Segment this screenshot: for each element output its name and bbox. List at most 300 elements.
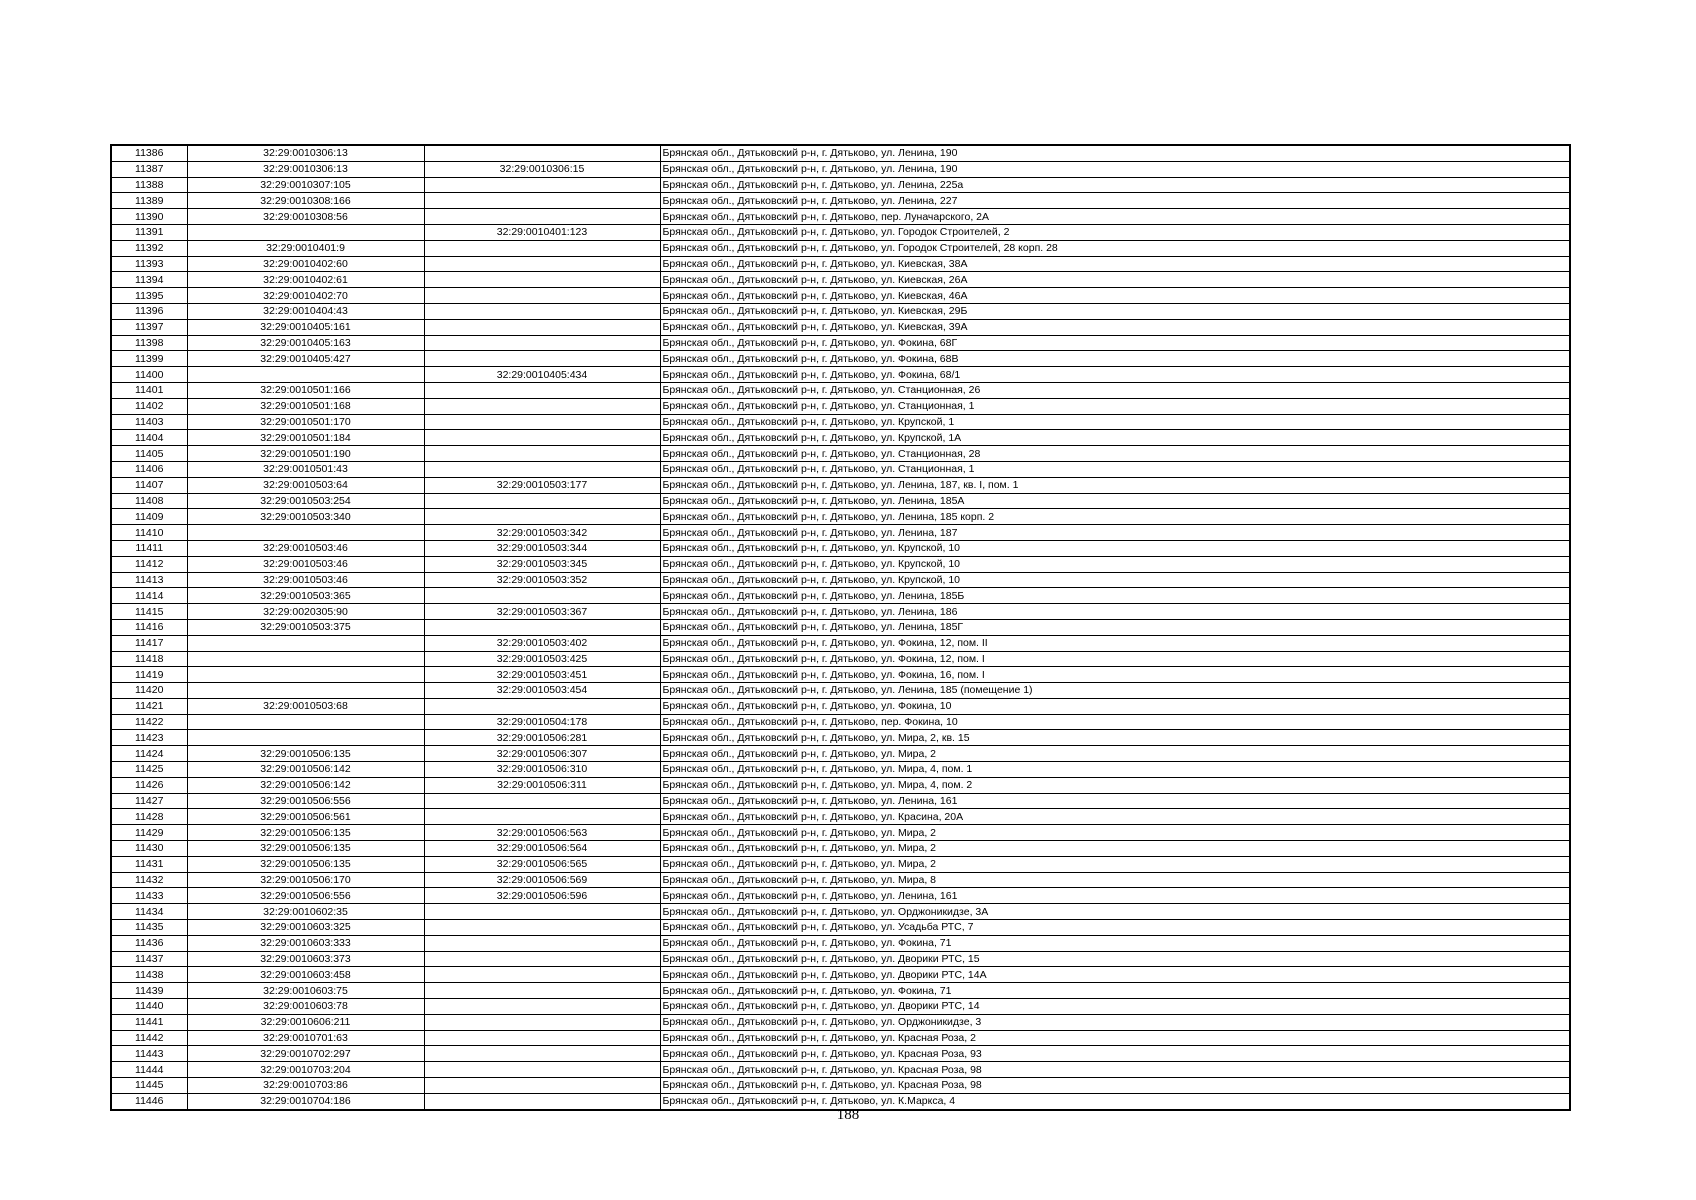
building-cadastral-number-cell: [424, 509, 660, 525]
building-cadastral-number-cell: 32:29:0010503:345: [424, 556, 660, 572]
registry-table-body: [111, 145, 1570, 1110]
table-row: [111, 651, 1570, 667]
land-cadastral-number-cell: 32:29:0010402:70: [187, 288, 424, 304]
table-row: [111, 746, 1570, 762]
record-number-cell: 11431: [111, 856, 187, 872]
building-cadastral-number-cell: [424, 920, 660, 936]
address-cell: Брянская обл., Дятьковский р-н, г. Дятьково, ул. Мира, 4, пом. 2: [660, 777, 1570, 793]
address-cell: Брянская обл., Дятьковский р-н, г. Дятьково, ул. Фокина, 16, пом. I: [660, 667, 1570, 683]
record-number-cell: 11395: [111, 288, 187, 304]
address-cell: Брянская обл., Дятьковский р-н, г. Дятьково, ул. Станционная, 26: [660, 382, 1570, 398]
land-cadastral-number-cell: 32:29:0010404:43: [187, 303, 424, 319]
building-cadastral-number-cell: [424, 256, 660, 272]
address-cell: Брянская обл., Дятьковский р-н, г. Дятьково, ул. Мира, 2: [660, 856, 1570, 872]
building-cadastral-number-cell: [424, 303, 660, 319]
table-row: [111, 477, 1570, 493]
table-row: [111, 683, 1570, 699]
record-number-cell: 11398: [111, 335, 187, 351]
address-cell: Брянская обл., Дятьковский р-н, г. Дятьково, ул. Ленина, 161: [660, 793, 1570, 809]
record-number-cell: 11428: [111, 809, 187, 825]
record-number-cell: 11399: [111, 351, 187, 367]
record-number-cell: 11390: [111, 209, 187, 225]
land-cadastral-number-cell: 32:29:0010506:135: [187, 841, 424, 857]
building-cadastral-number-cell: 32:29:0010506:307: [424, 746, 660, 762]
record-number-cell: 11401: [111, 382, 187, 398]
address-cell: Брянская обл., Дятьковский р-н, г. Дятьково, ул. Крупской, 10: [660, 556, 1570, 572]
building-cadastral-number-cell: [424, 446, 660, 462]
building-cadastral-number-cell: 32:29:0010503:451: [424, 667, 660, 683]
record-number-cell: 11416: [111, 619, 187, 635]
table-row: [111, 398, 1570, 414]
table-row: [111, 572, 1570, 588]
land-cadastral-number-cell: [187, 667, 424, 683]
record-number-cell: 11387: [111, 161, 187, 177]
address-cell: Брянская обл., Дятьковский р-н, г. Дятьково, ул. Ленина, 190: [660, 145, 1570, 161]
table-row: [111, 635, 1570, 651]
table-row: [111, 1062, 1570, 1078]
land-cadastral-number-cell: 32:29:0010503:68: [187, 698, 424, 714]
record-number-cell: 11433: [111, 888, 187, 904]
record-number-cell: 11437: [111, 951, 187, 967]
land-cadastral-number-cell: 32:29:0010503:46: [187, 540, 424, 556]
table-row: [111, 935, 1570, 951]
land-cadastral-number-cell: 32:29:0010704:186: [187, 1093, 424, 1109]
table-row: [111, 872, 1570, 888]
table-row: [111, 777, 1570, 793]
table-row: [111, 667, 1570, 683]
address-cell: Брянская обл., Дятьковский р-н, г. Дятьково, ул. Мира, 2: [660, 746, 1570, 762]
table-row: [111, 1046, 1570, 1062]
address-cell: Брянская обл., Дятьковский р-н, г. Дятьково, ул. Красная Роза, 98: [660, 1078, 1570, 1094]
land-cadastral-number-cell: 32:29:0010402:61: [187, 272, 424, 288]
registry-table: [110, 144, 1571, 1111]
table-row: [111, 904, 1570, 920]
land-cadastral-number-cell: [187, 714, 424, 730]
building-cadastral-number-cell: [424, 1014, 660, 1030]
land-cadastral-number-cell: 32:29:0010506:135: [187, 856, 424, 872]
address-cell: Брянская обл., Дятьковский р-н, г. Дятьково, ул. Мира, 8: [660, 872, 1570, 888]
record-number-cell: 11407: [111, 477, 187, 493]
address-cell: Брянская обл., Дятьковский р-н, г. Дятьково, ул. Дворики РТС, 14А: [660, 967, 1570, 983]
building-cadastral-number-cell: [424, 1030, 660, 1046]
address-cell: Брянская обл., Дятьковский р-н, г. Дятьково, ул. Ленина, 185А: [660, 493, 1570, 509]
land-cadastral-number-cell: 32:29:0010703:204: [187, 1062, 424, 1078]
building-cadastral-number-cell: 32:29:0010506:281: [424, 730, 660, 746]
address-cell: Брянская обл., Дятьковский р-н, г. Дятьково, ул. Красина, 20А: [660, 809, 1570, 825]
building-cadastral-number-cell: [424, 983, 660, 999]
record-number-cell: 11408: [111, 493, 187, 509]
address-cell: Брянская обл., Дятьковский р-н, г. Дятьково, ул. Ленина, 186: [660, 604, 1570, 620]
address-cell: Брянская обл., Дятьковский р-н, г. Дятьково, ул. Ленина, 190: [660, 161, 1570, 177]
building-cadastral-number-cell: 32:29:0010503:402: [424, 635, 660, 651]
land-cadastral-number-cell: [187, 651, 424, 667]
address-cell: Брянская обл., Дятьковский р-н, г. Дятьково, ул. Киевская, 29Б: [660, 303, 1570, 319]
record-number-cell: 11424: [111, 746, 187, 762]
table-row: [111, 193, 1570, 209]
land-cadastral-number-cell: 32:29:0010503:254: [187, 493, 424, 509]
table-row: [111, 288, 1570, 304]
land-cadastral-number-cell: 32:29:0010503:46: [187, 572, 424, 588]
table-row: [111, 841, 1570, 857]
table-row: [111, 256, 1570, 272]
record-number-cell: 11403: [111, 414, 187, 430]
land-cadastral-number-cell: 32:29:0010506:170: [187, 872, 424, 888]
land-cadastral-number-cell: 32:29:0010405:161: [187, 319, 424, 335]
table-row: [111, 367, 1570, 383]
record-number-cell: 11406: [111, 461, 187, 477]
building-cadastral-number-cell: [424, 1078, 660, 1094]
table-row: [111, 793, 1570, 809]
land-cadastral-number-cell: 32:29:0010506:142: [187, 762, 424, 778]
building-cadastral-number-cell: 32:29:0010506:569: [424, 872, 660, 888]
record-number-cell: 11393: [111, 256, 187, 272]
land-cadastral-number-cell: [187, 224, 424, 240]
address-cell: Брянская обл., Дятьковский р-н, г. Дятьково, пер. Луначарского, 2А: [660, 209, 1570, 225]
table-row: [111, 319, 1570, 335]
land-cadastral-number-cell: 32:29:0010501:43: [187, 461, 424, 477]
land-cadastral-number-cell: 32:29:0010506:142: [187, 777, 424, 793]
building-cadastral-number-cell: 32:29:0010503:342: [424, 525, 660, 541]
building-cadastral-number-cell: [424, 288, 660, 304]
record-number-cell: 11432: [111, 872, 187, 888]
building-cadastral-number-cell: [424, 272, 660, 288]
land-cadastral-number-cell: 32:29:0010306:13: [187, 145, 424, 161]
building-cadastral-number-cell: 32:29:0010506:596: [424, 888, 660, 904]
address-cell: Брянская обл., Дятьковский р-н, г. Дятьково, ул. Усадьба РТС, 7: [660, 920, 1570, 936]
land-cadastral-number-cell: 32:29:0010501:166: [187, 382, 424, 398]
address-cell: Брянская обл., Дятьковский р-н, г. Дятьково, ул. Киевская, 38А: [660, 256, 1570, 272]
land-cadastral-number-cell: 32:29:0010503:340: [187, 509, 424, 525]
record-number-cell: 11413: [111, 572, 187, 588]
building-cadastral-number-cell: 32:29:0010503:352: [424, 572, 660, 588]
address-cell: Брянская обл., Дятьковский р-н, г. Дятьково, ул. Крупской, 10: [660, 540, 1570, 556]
record-number-cell: 11440: [111, 999, 187, 1015]
land-cadastral-number-cell: 32:29:0010306:13: [187, 161, 424, 177]
building-cadastral-number-cell: [424, 319, 660, 335]
building-cadastral-number-cell: 32:29:0010506:564: [424, 841, 660, 857]
land-cadastral-number-cell: 32:29:0010501:170: [187, 414, 424, 430]
building-cadastral-number-cell: 32:29:0010506:565: [424, 856, 660, 872]
record-number-cell: 11388: [111, 177, 187, 193]
land-cadastral-number-cell: 32:29:0010603:75: [187, 983, 424, 999]
page-number: 188: [836, 1107, 860, 1123]
address-cell: Брянская обл., Дятьковский р-н, г. Дятьково, ул. Станционная, 1: [660, 461, 1570, 477]
table-row: [111, 809, 1570, 825]
building-cadastral-number-cell: [424, 398, 660, 414]
building-cadastral-number-cell: [424, 619, 660, 635]
land-cadastral-number-cell: 32:29:0020305:90: [187, 604, 424, 620]
record-number-cell: 11438: [111, 967, 187, 983]
record-number-cell: 11443: [111, 1046, 187, 1062]
table-row: [111, 461, 1570, 477]
address-cell: Брянская обл., Дятьковский р-н, г. Дятьково, ул. Мира, 2, кв. 15: [660, 730, 1570, 746]
table-row: [111, 730, 1570, 746]
land-cadastral-number-cell: 32:29:0010506:135: [187, 746, 424, 762]
building-cadastral-number-cell: [424, 193, 660, 209]
address-cell: Брянская обл., Дятьковский р-н, г. Дятьково, ул. Дворики РТС, 14: [660, 999, 1570, 1015]
record-number-cell: 11442: [111, 1030, 187, 1046]
building-cadastral-number-cell: 32:29:0010506:311: [424, 777, 660, 793]
table-row: [111, 272, 1570, 288]
record-number-cell: 11444: [111, 1062, 187, 1078]
land-cadastral-number-cell: 32:29:0010308:56: [187, 209, 424, 225]
record-number-cell: 11414: [111, 588, 187, 604]
building-cadastral-number-cell: 32:29:0010503:454: [424, 683, 660, 699]
land-cadastral-number-cell: [187, 525, 424, 541]
table-row: [111, 240, 1570, 256]
address-cell: Брянская обл., Дятьковский р-н, г. Дятьково, ул. Фокина, 71: [660, 983, 1570, 999]
building-cadastral-number-cell: [424, 382, 660, 398]
building-cadastral-number-cell: 32:29:0010503:425: [424, 651, 660, 667]
building-cadastral-number-cell: [424, 904, 660, 920]
land-cadastral-number-cell: 32:29:0010501:190: [187, 446, 424, 462]
building-cadastral-number-cell: [424, 430, 660, 446]
address-cell: Брянская обл., Дятьковский р-н, г. Дятьково, ул. Мира, 2: [660, 841, 1570, 857]
address-cell: Брянская обл., Дятьковский р-н, г. Дятьково, ул. Фокина, 10: [660, 698, 1570, 714]
land-cadastral-number-cell: 32:29:0010701:63: [187, 1030, 424, 1046]
address-cell: Брянская обл., Дятьковский р-н, г. Дятьково, ул. Фокина, 68Г: [660, 335, 1570, 351]
table-row: [111, 856, 1570, 872]
record-number-cell: 11435: [111, 920, 187, 936]
address-cell: Брянская обл., Дятьковский р-н, г. Дятьково, ул. Орджоникидзе, 3: [660, 1014, 1570, 1030]
land-cadastral-number-cell: 32:29:0010603:325: [187, 920, 424, 936]
address-cell: Брянская обл., Дятьковский р-н, г. Дятьково, ул. Крупской, 1: [660, 414, 1570, 430]
address-cell: Брянская обл., Дятьковский р-н, г. Дятьково, ул. Фокина, 12, пом. I: [660, 651, 1570, 667]
table-row: [111, 967, 1570, 983]
land-cadastral-number-cell: 32:29:0010503:46: [187, 556, 424, 572]
building-cadastral-number-cell: [424, 145, 660, 161]
address-cell: Брянская обл., Дятьковский р-н, г. Дятьково, ул. Городок Строителей, 2: [660, 224, 1570, 240]
address-cell: Брянская обл., Дятьковский р-н, г. Дятьково, ул. Красная Роза, 98: [660, 1062, 1570, 1078]
land-cadastral-number-cell: [187, 730, 424, 746]
address-cell: Брянская обл., Дятьковский р-н, г. Дятьково, ул. Фокина, 12, пом. II: [660, 635, 1570, 651]
record-number-cell: 11405: [111, 446, 187, 462]
address-cell: Брянская обл., Дятьковский р-н, г. Дятьково, ул. Ленина, 185 корп. 2: [660, 509, 1570, 525]
record-number-cell: 11430: [111, 841, 187, 857]
building-cadastral-number-cell: [424, 1046, 660, 1062]
record-number-cell: 11420: [111, 683, 187, 699]
building-cadastral-number-cell: [424, 951, 660, 967]
building-cadastral-number-cell: 32:29:0010503:177: [424, 477, 660, 493]
address-cell: Брянская обл., Дятьковский р-н, г. Дятьково, ул. Станционная, 1: [660, 398, 1570, 414]
land-cadastral-number-cell: 32:29:0010405:427: [187, 351, 424, 367]
address-cell: Брянская обл., Дятьковский р-н, г. Дятьково, пер. Фокина, 10: [660, 714, 1570, 730]
address-cell: Брянская обл., Дятьковский р-н, г. Дятьково, ул. Красная Роза, 2: [660, 1030, 1570, 1046]
record-number-cell: 11427: [111, 793, 187, 809]
table-row: [111, 493, 1570, 509]
table-row: [111, 920, 1570, 936]
table-row: [111, 1014, 1570, 1030]
land-cadastral-number-cell: 32:29:0010606:211: [187, 1014, 424, 1030]
building-cadastral-number-cell: [424, 967, 660, 983]
address-cell: Брянская обл., Дятьковский р-н, г. Дятьково, ул. Ленина, 187: [660, 525, 1570, 541]
building-cadastral-number-cell: [424, 240, 660, 256]
land-cadastral-number-cell: 32:29:0010703:86: [187, 1078, 424, 1094]
address-cell: Брянская обл., Дятьковский р-н, г. Дятьково, ул. Ленина, 185Б: [660, 588, 1570, 604]
land-cadastral-number-cell: 32:29:0010506:561: [187, 809, 424, 825]
building-cadastral-number-cell: [424, 999, 660, 1015]
land-cadastral-number-cell: 32:29:0010506:135: [187, 825, 424, 841]
table-row: [111, 540, 1570, 556]
record-number-cell: 11411: [111, 540, 187, 556]
record-number-cell: 11389: [111, 193, 187, 209]
address-cell: Брянская обл., Дятьковский р-н, г. Дятьково, ул. Киевская, 26А: [660, 272, 1570, 288]
record-number-cell: 11391: [111, 224, 187, 240]
address-cell: Брянская обл., Дятьковский р-н, г. Дятьково, ул. К.Маркса, 4: [660, 1093, 1570, 1109]
record-number-cell: 11397: [111, 319, 187, 335]
address-cell: Брянская обл., Дятьковский р-н, г. Дятьково, ул. Красная Роза, 93: [660, 1046, 1570, 1062]
land-cadastral-number-cell: [187, 635, 424, 651]
record-number-cell: 11402: [111, 398, 187, 414]
land-cadastral-number-cell: 32:29:0010402:60: [187, 256, 424, 272]
address-cell: Брянская обл., Дятьковский р-н, г. Дятьково, ул. Киевская, 39А: [660, 319, 1570, 335]
land-cadastral-number-cell: 32:29:0010603:333: [187, 935, 424, 951]
building-cadastral-number-cell: 32:29:0010306:15: [424, 161, 660, 177]
land-cadastral-number-cell: 32:29:0010503:64: [187, 477, 424, 493]
building-cadastral-number-cell: 32:29:0010506:310: [424, 762, 660, 778]
record-number-cell: 11423: [111, 730, 187, 746]
address-cell: Брянская обл., Дятьковский р-н, г. Дятьково, ул. Фокина, 68/1: [660, 367, 1570, 383]
building-cadastral-number-cell: [424, 588, 660, 604]
building-cadastral-number-cell: 32:29:0010506:563: [424, 825, 660, 841]
building-cadastral-number-cell: [424, 793, 660, 809]
building-cadastral-number-cell: 32:29:0010504:178: [424, 714, 660, 730]
land-cadastral-number-cell: 32:29:0010603:373: [187, 951, 424, 967]
land-cadastral-number-cell: 32:29:0010503:365: [187, 588, 424, 604]
record-number-cell: 11394: [111, 272, 187, 288]
land-cadastral-number-cell: 32:29:0010506:556: [187, 793, 424, 809]
record-number-cell: 11418: [111, 651, 187, 667]
address-cell: Брянская обл., Дятьковский р-н, г. Дятьково, ул. Орджоникидзе, 3А: [660, 904, 1570, 920]
land-cadastral-number-cell: 32:29:0010501:168: [187, 398, 424, 414]
building-cadastral-number-cell: [424, 414, 660, 430]
record-number-cell: 11386: [111, 145, 187, 161]
land-cadastral-number-cell: [187, 683, 424, 699]
table-row: [111, 224, 1570, 240]
land-cadastral-number-cell: 32:29:0010603:78: [187, 999, 424, 1015]
table-row: [111, 588, 1570, 604]
table-row: [111, 209, 1570, 225]
address-cell: Брянская обл., Дятьковский р-н, г. Дятьково, ул. Киевская, 46А: [660, 288, 1570, 304]
table-row: [111, 619, 1570, 635]
table-row: [111, 525, 1570, 541]
table-row: [111, 145, 1570, 161]
table-row: [111, 888, 1570, 904]
record-number-cell: 11396: [111, 303, 187, 319]
table-row: [111, 509, 1570, 525]
table-row: [111, 714, 1570, 730]
address-cell: Брянская обл., Дятьковский р-н, г. Дятьково, ул. Фокина, 71: [660, 935, 1570, 951]
record-number-cell: 11392: [111, 240, 187, 256]
land-cadastral-number-cell: 32:29:0010602:35: [187, 904, 424, 920]
table-row: [111, 604, 1570, 620]
address-cell: Брянская обл., Дятьковский р-н, г. Дятьково, ул. Ленина, 187, кв. I, пом. 1: [660, 477, 1570, 493]
record-number-cell: 11412: [111, 556, 187, 572]
record-number-cell: 11404: [111, 430, 187, 446]
record-number-cell: 11445: [111, 1078, 187, 1094]
land-cadastral-number-cell: 32:29:0010501:184: [187, 430, 424, 446]
land-cadastral-number-cell: 32:29:0010702:297: [187, 1046, 424, 1062]
record-number-cell: 11422: [111, 714, 187, 730]
land-cadastral-number-cell: 32:29:0010308:166: [187, 193, 424, 209]
table-row: [111, 161, 1570, 177]
land-cadastral-number-cell: 32:29:0010401:9: [187, 240, 424, 256]
building-cadastral-number-cell: [424, 698, 660, 714]
table-row: [111, 351, 1570, 367]
address-cell: Брянская обл., Дятьковский р-н, г. Дятьково, ул. Ленина, 185 (помещение 1): [660, 683, 1570, 699]
address-cell: Брянская обл., Дятьковский р-н, г. Дятьково, ул. Фокина, 68В: [660, 351, 1570, 367]
record-number-cell: 11434: [111, 904, 187, 920]
record-number-cell: 11400: [111, 367, 187, 383]
record-number-cell: 11410: [111, 525, 187, 541]
record-number-cell: 11415: [111, 604, 187, 620]
table-row: [111, 446, 1570, 462]
record-number-cell: 11446: [111, 1093, 187, 1109]
land-cadastral-number-cell: 32:29:0010503:375: [187, 619, 424, 635]
address-cell: Брянская обл., Дятьковский р-н, г. Дятьково, ул. Ленина, 185Г: [660, 619, 1570, 635]
record-number-cell: 11429: [111, 825, 187, 841]
table-row: [111, 999, 1570, 1015]
address-cell: Брянская обл., Дятьковский р-н, г. Дятьково, ул. Ленина, 161: [660, 888, 1570, 904]
record-number-cell: 11436: [111, 935, 187, 951]
table-row: [111, 698, 1570, 714]
address-cell: Брянская обл., Дятьковский р-н, г. Дятьково, ул. Мира, 2: [660, 825, 1570, 841]
building-cadastral-number-cell: [424, 809, 660, 825]
table-row: [111, 335, 1570, 351]
land-cadastral-number-cell: 32:29:0010506:556: [187, 888, 424, 904]
building-cadastral-number-cell: 32:29:0010503:367: [424, 604, 660, 620]
table-row: [111, 1030, 1570, 1046]
building-cadastral-number-cell: [424, 351, 660, 367]
address-cell: Брянская обл., Дятьковский р-н, г. Дятьково, ул. Ленина, 225а: [660, 177, 1570, 193]
building-cadastral-number-cell: 32:29:0010503:344: [424, 540, 660, 556]
address-cell: Брянская обл., Дятьковский р-н, г. Дятьково, ул. Крупской, 10: [660, 572, 1570, 588]
table-row: [111, 430, 1570, 446]
record-number-cell: 11409: [111, 509, 187, 525]
table-row: [111, 382, 1570, 398]
building-cadastral-number-cell: [424, 209, 660, 225]
record-number-cell: 11425: [111, 762, 187, 778]
table-row: [111, 825, 1570, 841]
land-cadastral-number-cell: 32:29:0010307:105: [187, 177, 424, 193]
table-row: [111, 177, 1570, 193]
building-cadastral-number-cell: [424, 461, 660, 477]
building-cadastral-number-cell: [424, 493, 660, 509]
record-number-cell: 11417: [111, 635, 187, 651]
address-cell: Брянская обл., Дятьковский р-н, г. Дятьково, ул. Крупской, 1А: [660, 430, 1570, 446]
building-cadastral-number-cell: 32:29:0010401:123: [424, 224, 660, 240]
table-row: [111, 303, 1570, 319]
record-number-cell: 11426: [111, 777, 187, 793]
land-cadastral-number-cell: 32:29:0010603:458: [187, 967, 424, 983]
table-row: [111, 951, 1570, 967]
table-row: [111, 1078, 1570, 1094]
table-row: [111, 762, 1570, 778]
land-cadastral-number-cell: 32:29:0010405:163: [187, 335, 424, 351]
building-cadastral-number-cell: [424, 335, 660, 351]
address-cell: Брянская обл., Дятьковский р-н, г. Дятьково, ул. Ленина, 227: [660, 193, 1570, 209]
address-cell: Брянская обл., Дятьковский р-н, г. Дятьково, ул. Городок Строителей, 28 корп. 28: [660, 240, 1570, 256]
record-number-cell: 11419: [111, 667, 187, 683]
building-cadastral-number-cell: [424, 1062, 660, 1078]
address-cell: Брянская обл., Дятьковский р-н, г. Дятьково, ул. Мира, 4, пом. 1: [660, 762, 1570, 778]
building-cadastral-number-cell: [424, 177, 660, 193]
table-row: [111, 556, 1570, 572]
table-row: [111, 983, 1570, 999]
land-cadastral-number-cell: [187, 367, 424, 383]
building-cadastral-number-cell: 32:29:0010405:434: [424, 367, 660, 383]
table-row: [111, 414, 1570, 430]
